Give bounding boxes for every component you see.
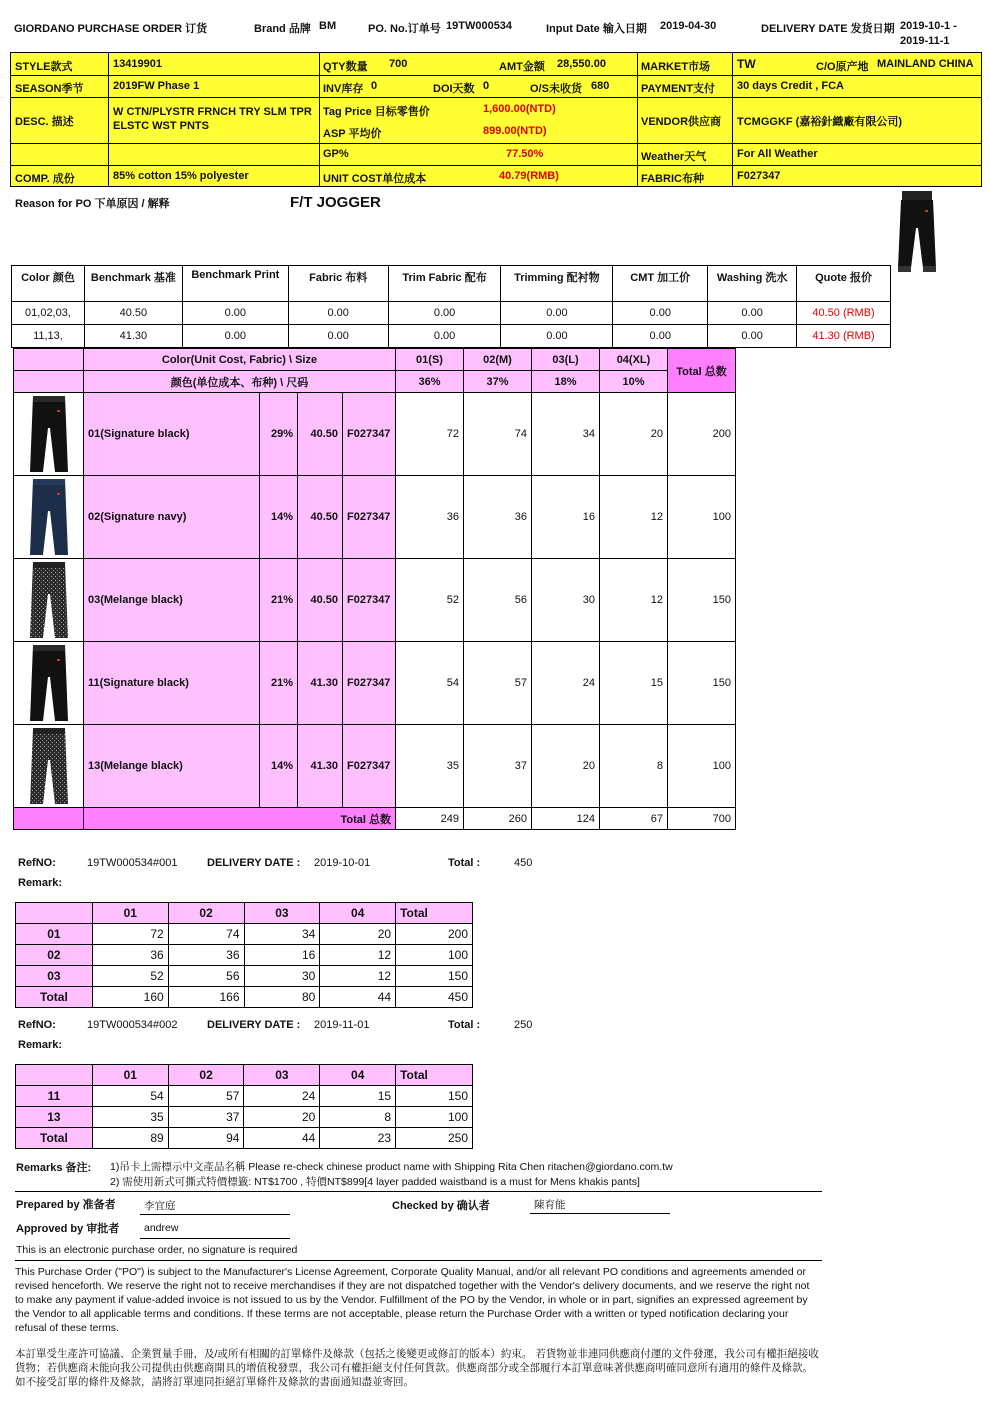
inv-label: INV库存 — [323, 83, 364, 95]
approved-by-field — [140, 1222, 290, 1239]
vendor-value: TCMGGKF (嘉裕針織廠有限公司) — [737, 116, 902, 128]
checked-by-field — [530, 1197, 670, 1214]
delivery-date-label: DELIVERY DATE : — [207, 857, 301, 869]
order-info-panel — [10, 52, 982, 187]
col-trimming: Trimming 配衬物 — [501, 266, 613, 302]
origin-value: MAINLAND CHINA — [877, 58, 974, 70]
delivery-total-value: 250 — [514, 1019, 533, 1031]
brand-value: BM — [319, 20, 337, 32]
col-benchmark: Benchmark 基准 — [84, 266, 182, 302]
season-label: SEASON季节 — [15, 83, 84, 95]
size-xl: 04(XL) — [600, 349, 668, 371]
totals-row: Total 总数 249 260 124 67 700 — [14, 808, 736, 830]
approved-by-label: Approved by 审批者 — [16, 1223, 120, 1235]
terms-english: This Purchase Order ("PO") is subject to the Manufacturer's License Agreement, Corporate Quality Manual, and/or all relevant PO conditions and agreements amended or revised henceforth. We reserve the right not to receive merchandises if they are not dispatched together with the Vendor's delivery documents, and we reserve the right not to make any payment if value-added invoice is not issued to us by the Vendor. Fulfillment of the PO by the Vendor, in whole or in part, signifies an expressed agreement by the Vendor to all applicable terms and conditions. If these terms are not acceptable, please return the Purchase Order with a written or typed notification declaring your refusal of these terms. — [15, 1266, 810, 1334]
table-row: 11 54 57 24 15 150 — [16, 1086, 473, 1107]
delivery-date-label: DELIVERY DATE : — [207, 1019, 301, 1031]
remark-line-1: 1)吊卡上需標示中文產品名稱 Please re-check chinese product name with Shipping Rita Chen ritachen@giordano.com.tw — [110, 1161, 673, 1173]
size-color-matrix — [13, 348, 736, 830]
remark-label: Remark: — [18, 1039, 63, 1051]
pant-swatch-13 — [27, 726, 71, 806]
table-row: 03 52 56 30 12 150 — [16, 966, 473, 987]
asp-value: 899.00(NTD) — [483, 125, 547, 137]
ratio-m: 37% — [464, 371, 532, 393]
prepared-by-value: 李宜庭 — [144, 1200, 176, 1212]
swatch-cell — [14, 476, 84, 559]
refno-label: RefNO: — [18, 857, 56, 869]
unit-cost-value: 40.79(RMB) — [499, 170, 559, 182]
delivery-date-start: 2019-10-1 - — [900, 20, 957, 32]
swatch-cell — [14, 642, 84, 725]
terms-chinese: 本訂單受生產許可協議、企業質量手冊，及/或所有相關的訂單條件及條款（包括之後變更或修訂的版本）約束。 若貨物並非連同供應商付運的文件發運，我公司有權拒絕接收貨物；若供應商未能向我公司提供由供應商開具的增值稅發票，我公司有權拒絕支付任何貨款。供應商部分或全部履行本訂單意味著供應商明確同意所有適用的條件及條款。如不接受訂單的條件及條款，請將訂單連同拒絕訂單條件及條款的書面通知盡並寄回。 — [15, 1348, 819, 1388]
swatch-cell — [14, 725, 84, 808]
size-s: 01(S) — [396, 349, 464, 371]
table-row: 11,13, 41.30 0.00 0.00 0.00 0.00 0.00 0.00 41.30 (RMB) — [12, 325, 891, 348]
matrix-header-en: Color(Unit Cost, Fabric) \ Size — [84, 349, 396, 371]
table-row: 11(Signature black) 21% 41.30 F027347 54 57 24 15 150 — [14, 642, 736, 725]
delivery-total-label: Total : — [448, 1019, 481, 1031]
market-value: TW — [737, 57, 756, 71]
total-header: Total 总数 — [668, 349, 736, 393]
po-title: GIORDANO PURCHASE ORDER 订货 — [14, 23, 208, 35]
ratio-s: 36% — [396, 371, 464, 393]
style-label: STYLE款式 — [15, 61, 73, 73]
remarks-label: Remarks 备注: — [16, 1162, 92, 1174]
weather-label: Weather天气 — [641, 151, 707, 163]
table-row: 02 36 36 16 12 100 — [16, 945, 473, 966]
ratio-xl: 10% — [600, 371, 668, 393]
fabric-value: F027347 — [737, 170, 781, 182]
ratio-l: 18% — [532, 371, 600, 393]
table-row: 13 35 37 20 8 100 — [16, 1107, 473, 1128]
doi-value: 0 — [483, 80, 490, 92]
color-name: 02(Signature navy) — [84, 476, 260, 559]
refno-label: RefNO: — [18, 1019, 56, 1031]
col-cmt: CMT 加工价 — [613, 266, 708, 302]
divider — [15, 1260, 822, 1261]
brand-label: Brand 品牌 — [254, 23, 311, 35]
size-m: 02(M) — [464, 349, 532, 371]
matrix-header-cn: 颜色(单位成本、布种) \ 尺码 — [84, 371, 396, 393]
doi-label: DOI天数 — [433, 83, 475, 95]
checked-by-label: Checked by 确认者 — [392, 1200, 490, 1212]
tag-price-value: 1,600.00(NTD) — [483, 103, 556, 115]
prepared-by-label: Prepared by 准备者 — [16, 1199, 116, 1211]
style-value: 13419901 — [113, 58, 162, 70]
desc-line1: W CTN/PLYSTR FRNCH TRY SLM TPR — [113, 106, 312, 118]
asp-label: ASP 平均价 — [323, 128, 382, 140]
delivery-total-label: Total : — [448, 857, 481, 869]
qty-label: QTY数量 — [323, 61, 368, 73]
table-row: Total 160 166 80 44 450 — [16, 987, 473, 1008]
po-number: 19TW000534 — [446, 20, 513, 32]
prepared-by-field — [140, 1198, 290, 1215]
delivery-total-value: 450 — [514, 857, 533, 869]
delivery-2-table: 01 02 03 04 Total 11 54 57 24 15 150 13 35 37 20 8 100 Total 89 94 44 23 250 — [15, 1064, 473, 1149]
weather-value: For All Weather — [737, 148, 818, 160]
table-row: 01,02,03, 40.50 0.00 0.00 0.00 0.00 0.00 0.00 40.50 (RMB) — [12, 302, 891, 325]
delivery-date-value: 2019-10-01 — [314, 857, 371, 869]
qty-value: 700 — [389, 58, 408, 70]
approved-by-value: andrew — [144, 1222, 179, 1234]
table-row: Total 89 94 44 23 250 — [16, 1128, 473, 1149]
vendor-label: VENDOR供应商 — [641, 116, 722, 128]
col-quote: Quote 报价 — [797, 266, 891, 302]
payment-label: PAYMENT支付 — [641, 83, 715, 95]
input-date: 2019-04-30 — [660, 20, 717, 32]
table-row: 02(Signature navy) 14% 40.50 F027347 36 36 16 12 100 — [14, 476, 736, 559]
color-name: 01(Signature black) — [84, 393, 260, 476]
desc-label: DESC. 描述 — [15, 116, 74, 128]
pant-swatch-02 — [27, 477, 71, 557]
delivery-1-table: 01 02 03 04 Total 01 72 74 34 20 200 02 36 36 16 12 100 03 52 56 30 12 150 Total 160 166 80 44 450 — [15, 902, 473, 1008]
electronic-note: This is an electronic purchase order, no signature is required — [16, 1244, 298, 1256]
table-row: 13(Melange black) 14% 41.30 F027347 35 37 20 8 100 — [14, 725, 736, 808]
color-name: 03(Melange black) — [84, 559, 260, 642]
season-value: 2019FW Phase 1 — [113, 80, 200, 92]
col-color: Color 颜色 — [12, 266, 85, 302]
tag-price-label: Tag Price 目标零售价 — [323, 106, 430, 118]
pant-swatch-01 — [27, 394, 71, 474]
delivery-date-end: 2019-11-1 — [900, 35, 950, 47]
pant-swatch-11 — [27, 643, 71, 723]
comp-label: COMP. 成份 — [15, 173, 75, 185]
comp-value: 85% cotton 15% polyester — [113, 170, 249, 182]
inv-value: 0 — [371, 80, 378, 92]
product-name: F/T JOGGER — [290, 194, 381, 211]
delivery-date-label: DELIVERY DATE 发货日期 — [761, 23, 895, 35]
market-label: MARKET市场 — [641, 61, 711, 73]
table-row: 03(Melange black) 21% 40.50 F027347 52 56 30 12 150 — [14, 559, 736, 642]
table-row: 01(Signature black) 29% 40.50 F027347 72 74 34 20 200 — [14, 393, 736, 476]
delivery-date-value: 2019-11-01 — [314, 1019, 370, 1031]
amt-label: AMT金额 — [499, 61, 545, 73]
table-row: 01 72 74 34 20 200 — [16, 924, 473, 945]
size-l: 03(L) — [532, 349, 600, 371]
gp-value: 77.50% — [506, 148, 544, 160]
refno-value: 19TW000534#001 — [87, 857, 178, 869]
remark-label: Remark: — [18, 877, 63, 889]
origin-label: C/O原产地 — [816, 61, 869, 73]
swatch-cell — [14, 393, 84, 476]
os-label: O/S未收货 — [530, 83, 582, 95]
po-number-label: PO. No.订单号 — [368, 23, 441, 35]
divider — [15, 1191, 822, 1192]
reason-label: Reason for PO 下单原因 / 解释 — [15, 198, 170, 210]
col-trim-fabric: Trim Fabric 配布 — [388, 266, 501, 302]
col-benchmark-print: Benchmark Print — [182, 266, 288, 302]
payment-value: 30 days Credit , FCA — [737, 80, 844, 92]
desc-line2: ELSTC WST PNTS — [113, 120, 209, 132]
grand-total-label: Total 总数 — [84, 808, 396, 830]
os-value: 680 — [591, 80, 610, 92]
gp-label: GP% — [323, 148, 349, 160]
unit-cost-label: UNIT COST单位成本 — [323, 173, 427, 185]
swatch-cell — [14, 559, 84, 642]
checked-by-value: 陳育能 — [534, 1199, 566, 1211]
color-name: 13(Melange black) — [84, 725, 260, 808]
refno-value: 19TW000534#002 — [87, 1019, 178, 1031]
pant-swatch-03 — [27, 560, 71, 640]
col-washing: Washing 洗水 — [708, 266, 797, 302]
product-thumbnail — [893, 190, 941, 276]
col-fabric: Fabric 布料 — [288, 266, 388, 302]
remark-line-2: 2) 需使用新式可撕式特價標籤: NT$1700 , 特價NT$899[4 layer padded waistband is a must for Mens khakis pants] — [110, 1176, 640, 1188]
amt-value: 28,550.00 — [557, 58, 606, 70]
color-name: 11(Signature black) — [84, 642, 260, 725]
input-date-label: Input Date 输入日期 — [546, 23, 647, 35]
cost-breakdown-table — [11, 265, 891, 348]
fabric-label: FABRIC布种 — [641, 173, 704, 185]
